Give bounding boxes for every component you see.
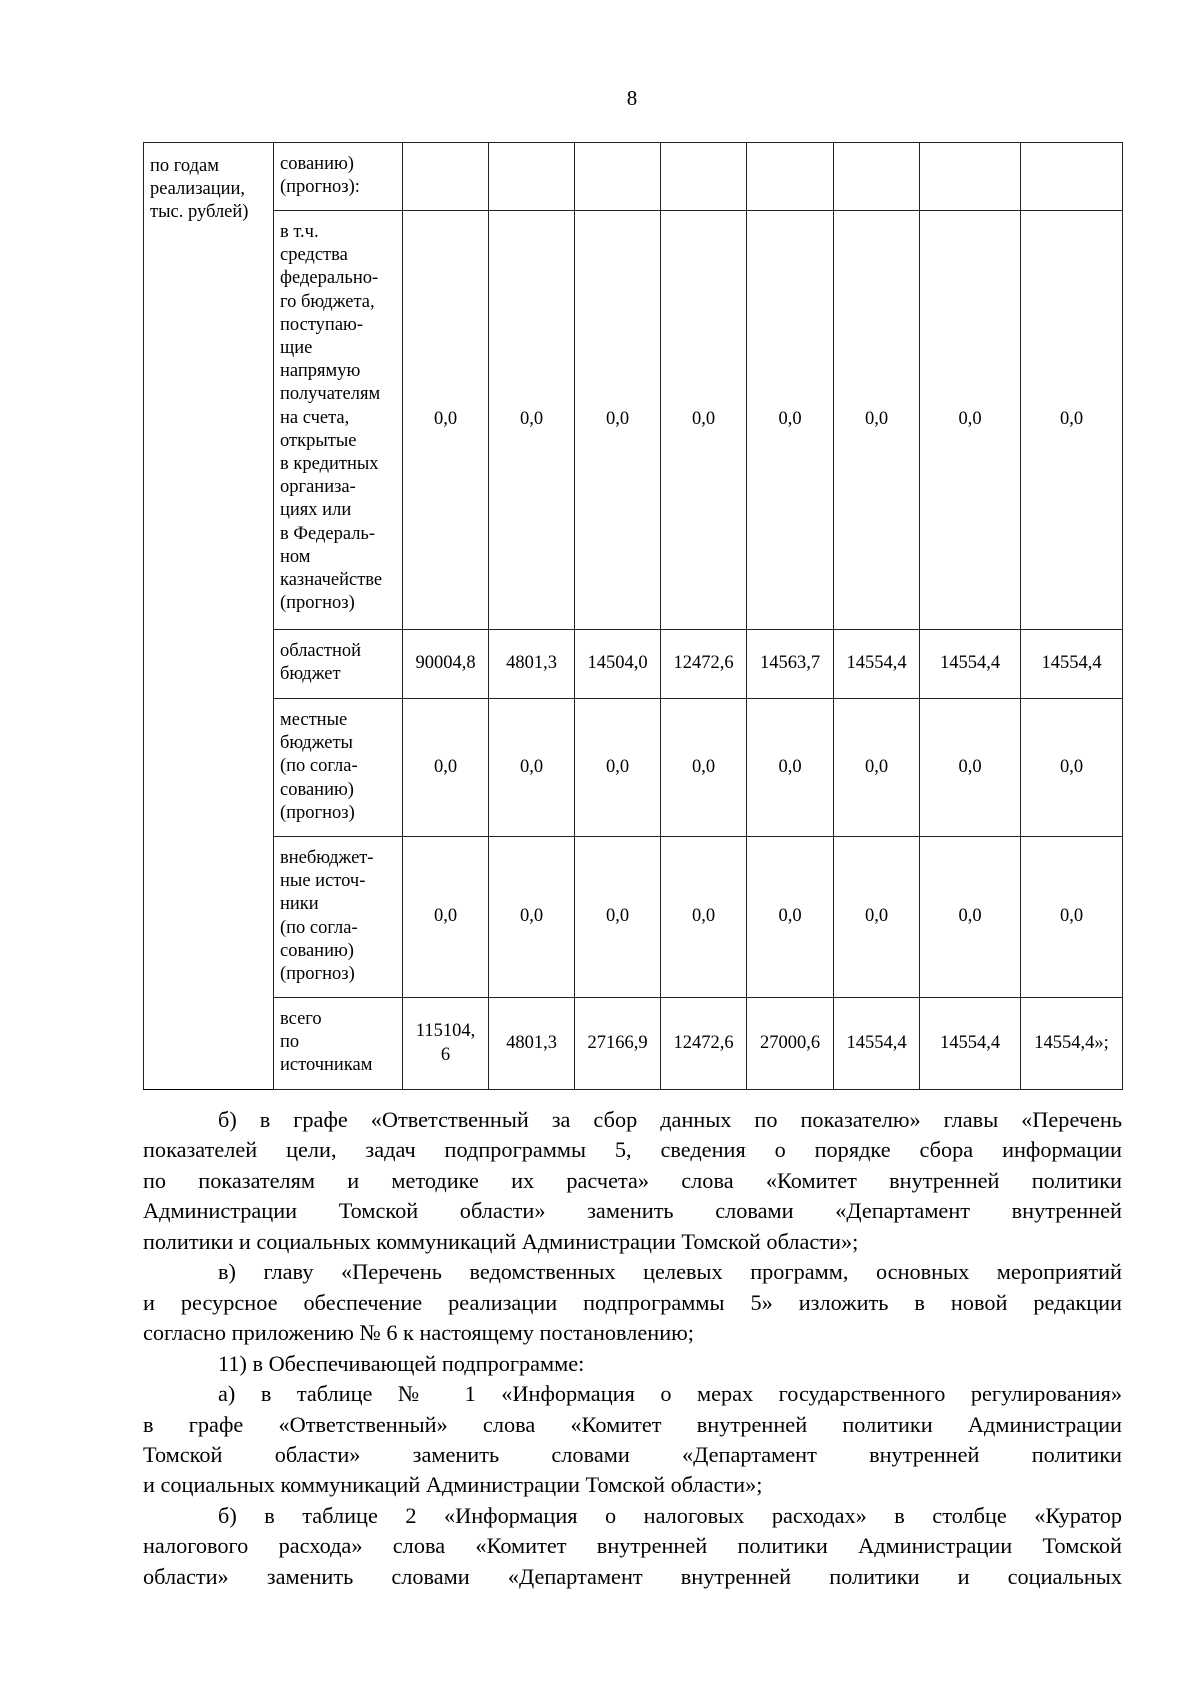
text-line: по показателям и методике их расчета» слова «Комитет внутренней политики bbox=[143, 1167, 1122, 1193]
value-cell: 0,0 bbox=[403, 699, 489, 837]
value-cell: 14563,7 bbox=[747, 630, 834, 699]
value-cell: 0,0 bbox=[661, 837, 747, 998]
value-cell bbox=[575, 143, 661, 211]
value-cell: 0,0 bbox=[489, 211, 575, 630]
value-cell bbox=[403, 143, 489, 211]
value-cell: 4801,3 bbox=[489, 998, 575, 1090]
value-cell bbox=[661, 143, 747, 211]
value-cell bbox=[747, 143, 834, 211]
table-row bbox=[144, 211, 1123, 630]
source-label: в т.ч. средства федерально- го бюджета, поступаю- щие напрямую получателям на счета, открытые в кредитных организа- циях или в Федераль- ном казначействе (прогноз) bbox=[274, 211, 403, 630]
table-row bbox=[144, 837, 1123, 998]
value-cell bbox=[920, 143, 1021, 211]
value-cell: 4801,3 bbox=[489, 630, 575, 699]
text-line: области» заменить словами «Департамент внутренней политики и социальных bbox=[143, 1563, 1122, 1589]
value-cell: 0,0 bbox=[834, 699, 920, 837]
value-cell: 0,0 bbox=[747, 211, 834, 630]
text-line: Томской области» заменить словами «Департамент внутренней политики bbox=[143, 1441, 1122, 1467]
text-line: налогового расхода» слова «Комитет внутренней политики Администрации Томской bbox=[143, 1533, 1122, 1559]
value-cell: 14504,0 bbox=[575, 630, 661, 699]
value-cell: 0,0 bbox=[1021, 211, 1123, 630]
value-cell: 0,0 bbox=[1021, 837, 1123, 998]
value-cell: 14554,4 bbox=[1021, 630, 1123, 699]
value-cell: 0,0 bbox=[403, 837, 489, 998]
text-line: б) в таблице 2 «Информация о налоговых расходах» в столбце «Куратор bbox=[218, 1502, 1122, 1528]
funding-table bbox=[143, 142, 1123, 1090]
text-line: б) в графе «Ответственный за сбор данных по показателю» главы «Перечень bbox=[218, 1107, 1122, 1132]
row-group-label: по годам реализации, тыс. рублей) bbox=[144, 143, 274, 1090]
text-line: политики и социальных коммуникаций Администрации Томской области»; bbox=[143, 1228, 859, 1254]
text-line: в) главу «Перечень ведомственных целевых программ, основных мероприятий bbox=[218, 1259, 1122, 1285]
value-cell: 14554,4»; bbox=[1021, 998, 1123, 1090]
value-cell: 0,0 bbox=[834, 211, 920, 630]
value-cell: 0,0 bbox=[920, 837, 1021, 998]
page-number: 8 bbox=[626, 86, 638, 110]
value-cell: 14554,4 bbox=[834, 630, 920, 699]
source-label: всего по источникам bbox=[274, 998, 403, 1090]
value-cell: 0,0 bbox=[920, 699, 1021, 837]
value-cell: 14554,4 bbox=[920, 630, 1021, 699]
value-cell: 0,0 bbox=[489, 837, 575, 998]
value-cell: 0,0 bbox=[747, 837, 834, 998]
value-cell: 27166,9 bbox=[575, 998, 661, 1090]
value-cell: 0,0 bbox=[403, 211, 489, 630]
table-row bbox=[144, 630, 1123, 699]
source-label: местные бюджеты (по согла- сованию) (прогноз) bbox=[274, 699, 403, 837]
value-cell bbox=[834, 143, 920, 211]
value-cell: 14554,4 bbox=[920, 998, 1021, 1090]
value-cell: 0,0 bbox=[575, 699, 661, 837]
value-cell bbox=[1021, 143, 1123, 211]
value-cell: 0,0 bbox=[834, 837, 920, 998]
table-row bbox=[144, 143, 1123, 211]
value-cell: 0,0 bbox=[920, 211, 1021, 630]
text-line: и социальных коммуникаций Администрации Томской области»; bbox=[143, 1472, 763, 1498]
value-cell: 115104, 6 bbox=[403, 998, 489, 1090]
value-cell: 0,0 bbox=[489, 699, 575, 837]
text-line: Администрации Томской области» заменить словами «Департамент внутренней bbox=[143, 1198, 1122, 1224]
value-cell: 27000,6 bbox=[747, 998, 834, 1090]
text-line: показателей цели, задач подпрограммы 5, сведения о порядке сбора информации bbox=[143, 1137, 1122, 1163]
source-label: областной бюджет bbox=[274, 630, 403, 699]
table-row bbox=[144, 699, 1123, 837]
source-label: внебюджет- ные источ- ники (по согла- сованию) (прогноз) bbox=[274, 837, 403, 998]
value-cell: 0,0 bbox=[575, 211, 661, 630]
value-cell: 0,0 bbox=[661, 699, 747, 837]
value-cell: 14554,4 bbox=[834, 998, 920, 1090]
value-cell: 0,0 bbox=[661, 211, 747, 630]
text-line: а) в таблице № 1 «Информация о мерах государственного регулирования» bbox=[218, 1381, 1122, 1407]
value-cell: 12472,6 bbox=[661, 630, 747, 699]
value-cell: 0,0 bbox=[575, 837, 661, 998]
value-cell: 0,0 bbox=[747, 699, 834, 837]
value-cell: 90004,8 bbox=[403, 630, 489, 699]
text-line: и ресурсное обеспечение реализации подпрограммы 5» изложить в новой редакции bbox=[143, 1289, 1122, 1315]
text-line: согласно приложению № 6 к настоящему постановлению; bbox=[143, 1320, 694, 1346]
source-label: сованию) (прогноз): bbox=[274, 143, 403, 211]
table-row bbox=[144, 998, 1123, 1090]
text-line: в графе «Ответственный» слова «Комитет внутренней политики Администрации bbox=[143, 1411, 1122, 1437]
value-cell: 0,0 bbox=[1021, 699, 1123, 837]
text-line: 11) в Обеспечивающей подпрограмме: bbox=[218, 1350, 585, 1376]
value-cell: 12472,6 bbox=[661, 998, 747, 1090]
value-cell bbox=[489, 143, 575, 211]
